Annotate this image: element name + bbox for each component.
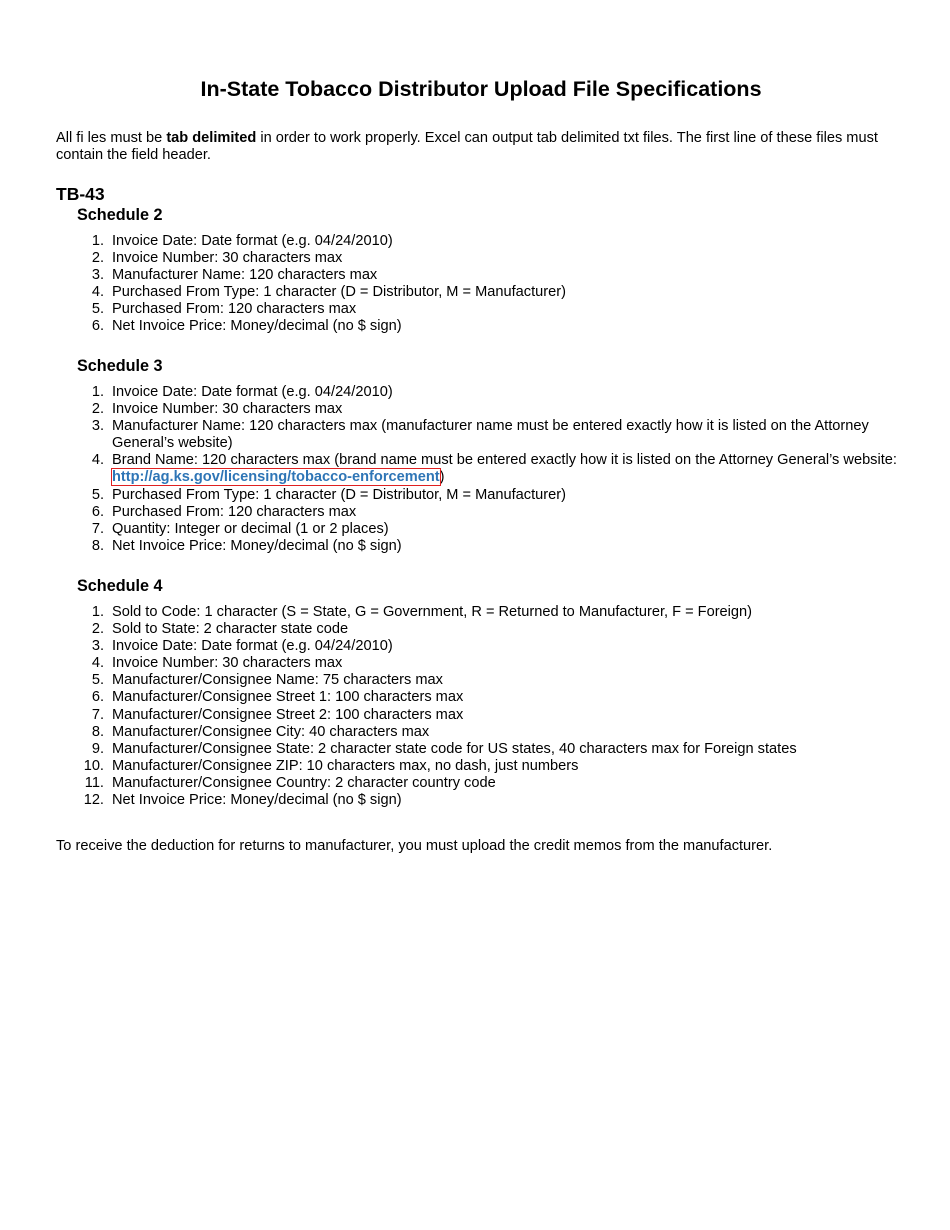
schedule-3-heading: Schedule 3 — [77, 357, 163, 375]
closing-paragraph: To receive the deduction for returns to manufacturer, you must upload the credit memos from the manufacturer. — [56, 838, 773, 854]
list-item — [91, 689, 902, 706]
item-number: 5. — [91, 486, 104, 503]
item-text: Invoice Number: 30 characters max — [112, 250, 343, 267]
item-text: Brand Name: 120 characters max (brand name must be entered exactly how it is listed on the Attorney General’s website: — [112, 452, 897, 469]
list-item — [83, 757, 902, 775]
list-item — [91, 418, 902, 452]
item-text: Purchased From Type: 1 character (D = Distributor, M = Manufacturer) — [112, 486, 566, 503]
list-item — [91, 655, 902, 672]
list-item — [91, 486, 902, 504]
list-item — [91, 401, 902, 418]
item-number: 8. — [91, 537, 104, 554]
item-number: 1. — [91, 233, 104, 249]
item-number: 7. — [91, 520, 104, 537]
list-item — [91, 452, 902, 486]
list-item — [91, 250, 902, 267]
list-item — [91, 740, 902, 758]
item-number: 9. — [91, 740, 104, 757]
list-item — [91, 503, 902, 521]
item-text: Invoice Number: 30 characters max — [112, 401, 343, 418]
item-number: 5. — [91, 672, 104, 689]
schedule-3-list — [91, 384, 902, 555]
item-text: Manufacturer/Consignee Name: 75 characters max — [112, 672, 443, 689]
item-text: Net Invoice Price: Money/decimal (no $ sign) — [112, 537, 402, 554]
item-number: 11. — [84, 774, 104, 791]
list-item — [91, 723, 902, 741]
item-text: Quantity: Integer or decimal (1 or 2 places) — [112, 520, 389, 537]
item-text: Manufacturer/Consignee Country: 2 character country code — [112, 774, 496, 791]
item-text: Invoice Date: Date format (e.g. 04/24/2010) — [112, 233, 393, 249]
intro-paragraph — [56, 130, 906, 164]
intro-emphasis: tab delimited — [166, 130, 257, 146]
schedule-4-list — [83, 604, 902, 809]
item-number: 1. — [91, 604, 104, 620]
item-number: 10. — [83, 757, 104, 774]
item-text: Purchased From: 120 characters max — [112, 503, 357, 520]
item-number: 2. — [91, 621, 104, 638]
intro-suffix: in order to work properly. Excel can output tab delimited txt files. The first line of these files must contain the field header. — [56, 130, 878, 163]
schedule-2-heading: Schedule 2 — [77, 206, 163, 224]
item-number: 4. — [91, 284, 104, 301]
list-item — [91, 267, 902, 284]
list-item — [91, 233, 902, 250]
item-text: Sold to Code: 1 character (S = State, G = Government, R = Returned to Manufacturer, F = Foreign) — [112, 604, 753, 620]
list-item — [83, 792, 902, 809]
attorney-general-link[interactable]: http://ag.ks.gov/licensing/tobacco-enforcement — [112, 469, 440, 486]
list-item — [91, 318, 902, 335]
item-number: 5. — [91, 301, 104, 318]
item-text: Purchased From Type: 1 character (D = Distributor, M = Manufacturer) — [112, 284, 566, 301]
item-number: 3. — [91, 418, 104, 435]
list-item — [91, 638, 902, 655]
item-text: Sold to State: 2 character state code — [112, 621, 349, 638]
schedule-2-list — [91, 233, 902, 336]
item-text: Net Invoice Price: Money/decimal (no $ sign) — [112, 792, 402, 809]
item-text: Net Invoice Price: Money/decimal (no $ sign) — [112, 318, 402, 335]
item-text-after: ) — [439, 469, 445, 486]
list-item — [91, 621, 902, 638]
item-number: 1. — [91, 384, 104, 400]
item-number: 2. — [91, 401, 104, 418]
item-number: 2. — [91, 250, 104, 267]
item-text: Invoice Number: 30 characters max — [112, 655, 343, 672]
item-text: Purchased From: 120 characters max — [112, 301, 357, 318]
item-number: 8. — [91, 723, 104, 740]
item-text: Manufacturer/Consignee Street 2: 100 characters max — [112, 706, 464, 723]
intro-prefix: All fi les must be — [56, 130, 167, 146]
list-item — [91, 384, 902, 401]
item-text: Manufacturer/Consignee ZIP: 10 characters max, no dash, just numbers — [112, 757, 579, 774]
list-item — [91, 284, 902, 301]
item-number: 7. — [91, 706, 104, 723]
item-text: Manufacturer/Consignee Street 1: 100 characters max — [112, 689, 464, 706]
item-text: Invoice Date: Date format (e.g. 04/24/2010) — [112, 384, 393, 400]
item-text: Manufacturer/Consignee City: 40 characters max — [112, 723, 430, 740]
item-number: 6. — [91, 689, 104, 706]
item-text: Invoice Date: Date format (e.g. 04/24/2010) — [112, 638, 393, 655]
item-number: 6. — [91, 318, 104, 335]
list-item — [91, 604, 902, 621]
list-item — [91, 520, 902, 538]
document-title: In-State Tobacco Distributor Upload File Specifications — [200, 77, 762, 101]
item-number: 3. — [91, 267, 104, 284]
item-number: 4. — [91, 452, 104, 469]
item-number: 3. — [91, 638, 104, 655]
item-text: Manufacturer/Consignee State: 2 character state code for US states, 40 characters max for Foreign states — [112, 740, 797, 757]
list-item — [91, 672, 902, 689]
list-item — [91, 706, 902, 724]
item-text: Manufacturer Name: 120 characters max — [112, 267, 378, 284]
item-number: 12. — [83, 792, 104, 809]
form-heading: TB-43 — [56, 184, 105, 204]
list-item — [84, 774, 902, 792]
list-item — [91, 537, 902, 555]
item-number: 4. — [91, 655, 104, 672]
schedule-4-heading: Schedule 4 — [77, 577, 163, 595]
item-text: Manufacturer Name: 120 characters max (manufacturer name must be entered exactly how it is listed on the Attorney General’s website) — [112, 418, 869, 452]
item-number: 6. — [91, 503, 104, 520]
list-item — [91, 301, 902, 318]
